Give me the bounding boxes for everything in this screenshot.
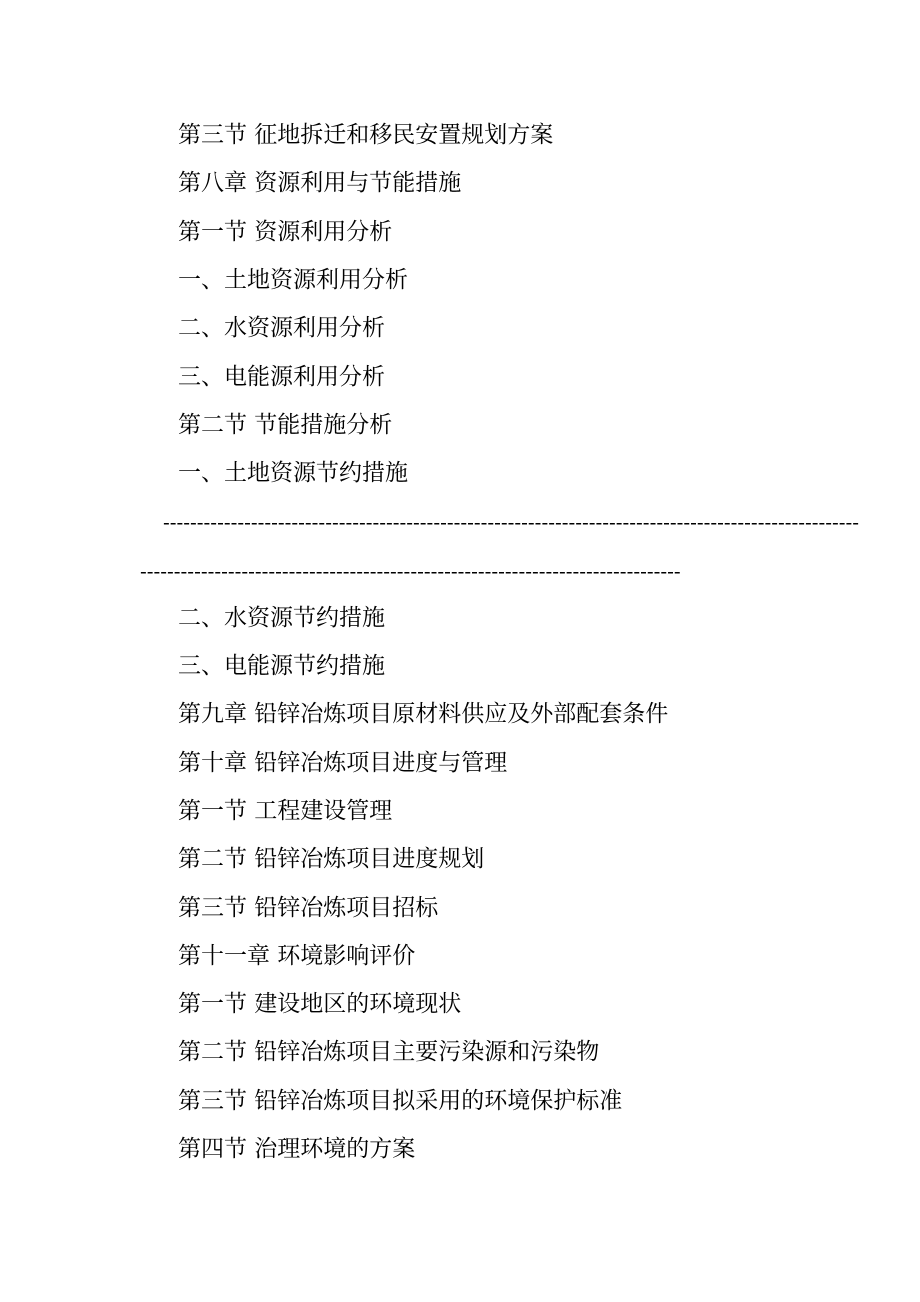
toc-entry: 第二节 铅锌冶炼项目进度规划 — [178, 846, 485, 872]
toc-entry: 一、土地资源利用分析 — [178, 267, 408, 293]
toc-entry: 第十一章 环境影响评价 — [178, 943, 416, 969]
toc-entry: 第三节 征地拆迁和移民安置规划方案 — [178, 122, 554, 148]
separator-line: ------------------------------------------------------------------------------------------------------- — [163, 510, 860, 534]
toc-entry: 第四节 治理环境的方案 — [178, 1136, 416, 1162]
toc-entry: 三、电能源利用分析 — [178, 364, 385, 390]
toc-entry: 第九章 铅锌冶炼项目原材料供应及外部配套条件 — [178, 701, 669, 727]
separator-line: -------------------------------------------------------------------------------- — [140, 559, 681, 583]
toc-entry: 第十章 铅锌冶炼项目进度与管理 — [178, 750, 508, 776]
toc-entry: 一、土地资源节约措施 — [178, 460, 408, 486]
toc-entry: 二、水资源利用分析 — [178, 315, 385, 341]
toc-entry: 二、水资源节约措施 — [178, 605, 385, 631]
toc-entry: 第八章 资源利用与节能措施 — [178, 170, 462, 196]
toc-entry: 第三节 铅锌冶炼项目招标 — [178, 895, 439, 921]
toc-entry: 第二节 铅锌冶炼项目主要污染源和污染物 — [178, 1039, 600, 1065]
toc-entry: 第一节 建设地区的环境现状 — [178, 991, 462, 1017]
toc-entry: 第一节 资源利用分析 — [178, 219, 393, 245]
toc-entry: 第三节 铅锌冶炼项目拟采用的环境保护标准 — [178, 1088, 623, 1114]
toc-entry: 三、电能源节约措施 — [178, 653, 385, 679]
toc-entry: 第一节 工程建设管理 — [178, 798, 393, 824]
toc-entry: 第二节 节能措施分析 — [178, 412, 393, 438]
